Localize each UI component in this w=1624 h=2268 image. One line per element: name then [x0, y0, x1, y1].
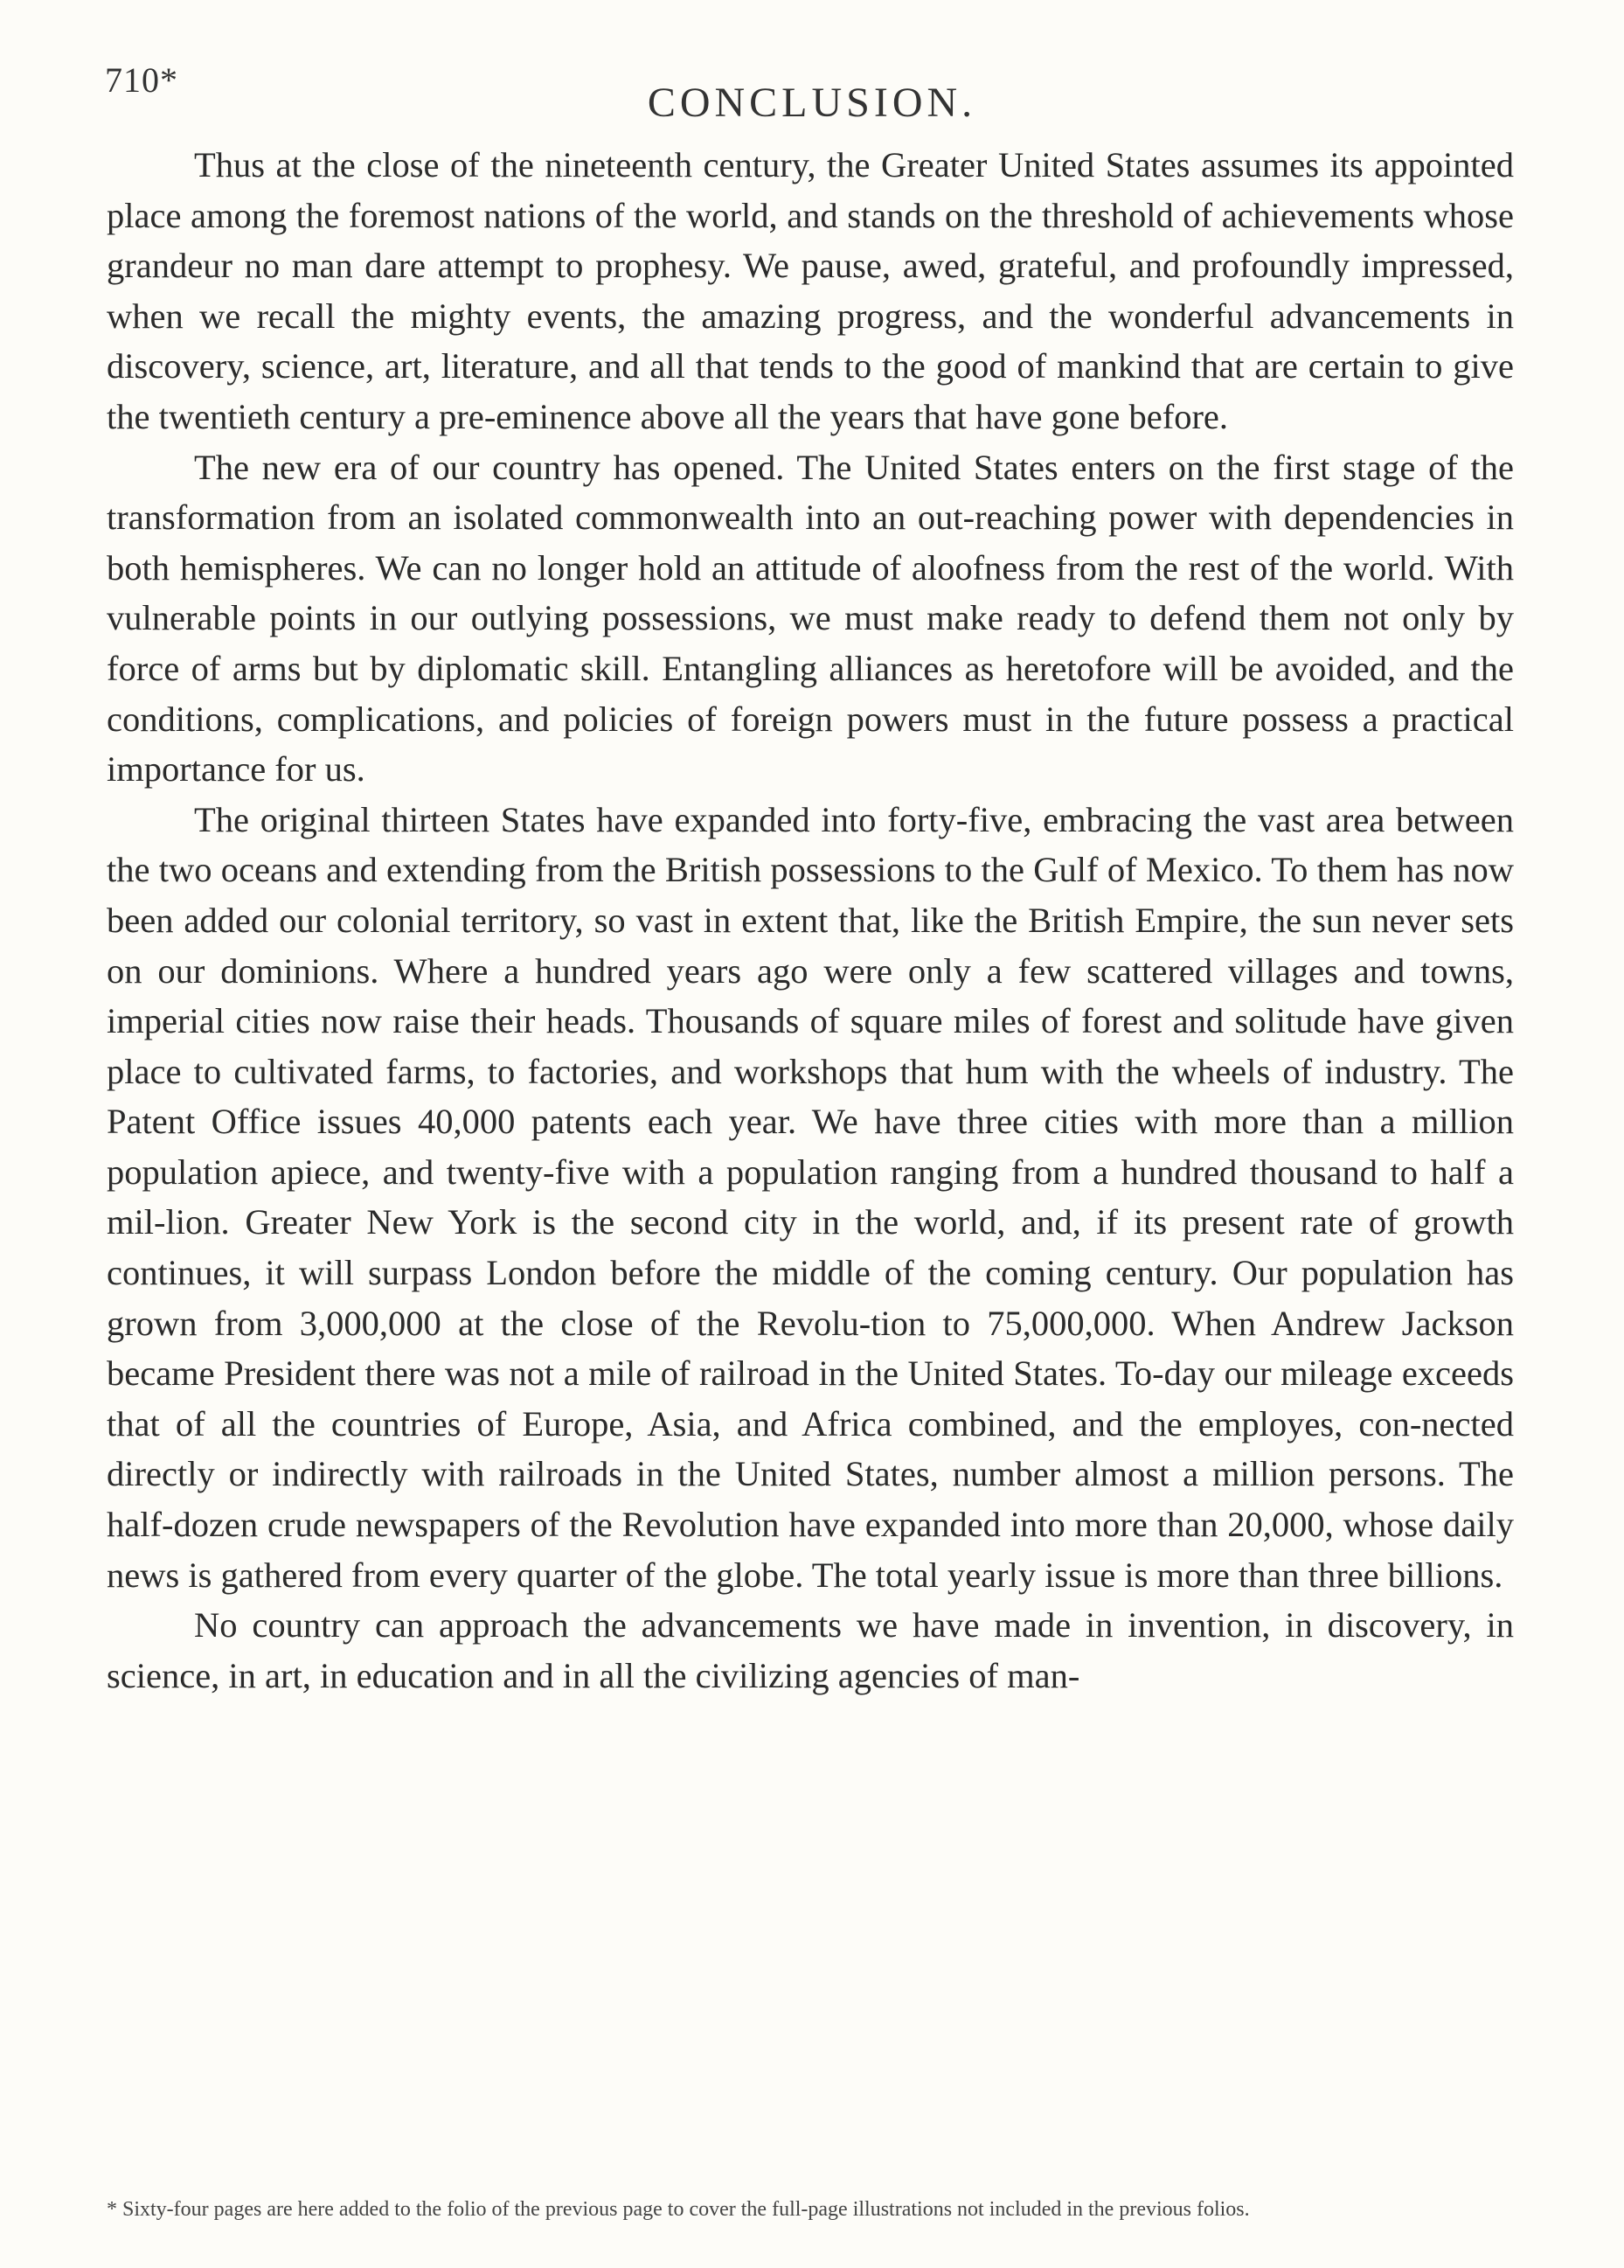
paragraph-2: The new era of our country has opened. The United States enters on the first stage of the transformation from an isolated commonwealth into an out-reaching power with dependencies in both hemispheres. We can no longer hold an attitude of aloofness from the rest of the world. With vulnerable points in our outlying possessions, we must make ready to defend them not only by force of arms but by diplomatic skill. Entangling alliances as heretofore will be avoided, and the conditions, complications, and policies of foreign powers must in the future possess a practical importance for us. [107, 447, 1514, 790]
paragraph-4: No country can approach the advancements we have made in invention, in discovery, in science, in art, in education and in all the civilizing agencies of man- [107, 1605, 1514, 1695]
footnote: * Sixty-four pages are here added to the folio of the previous page to cover the full-page illustrations not included in the previous folios. [107, 2198, 1250, 2221]
page-heading: CONCLUSION. [647, 80, 977, 126]
body-text [107, 140, 1514, 1701]
paragraph-3: The original thirteen States have expanded into forty-five, embracing the vast area between the two oceans and extending from the British possessions to the Gulf of Mexico. To them has now been added our colonial territory, so vast in extent that, like the British Empire, the sun never sets on our dominions. Where a hundred years ago were only a few scattered villages and towns, imperial cities now raise their heads. Thousands of square miles of forest and solitude have given place to cultivated farms, to factories, and workshops that hum with the wheels of industry. The Patent Office issues 40,000 patents each year. We have three cities with more than a million population apiece, and twenty-five with a population ranging from a hundred thousand to half a mil-lion. Greater New York is the second city in the world, and, if its present rate of growth continues, it will surpass London before the middle of the coming century. Our population has grown from 3,000,000 at the close of the Revolu-tion to 75,000,000. When Andrew Jackson became President there was not a mile of railroad in the United States. To-day our mileage exceeds that of all the countries of Europe, Asia, and Africa combined, and the employes, con-nected directly or indirectly with railroads in the United States, number almost a million persons. The half-dozen crude newspapers of the Revolution have expanded into more than 20,000, whose daily news is gathered from every quarter of the globe. The total yearly issue is more than three billions. [107, 799, 1514, 1595]
paragraph-1: Thus at the close of the nineteenth century, the Greater United States assumes its appointed place among the foremost nations of the world, and stands on the threshold of achievements whose grandeur no man dare attempt to prophesy. We pause, awed, grateful, and profoundly impressed, when we recall the mighty events, the amazing progress, and the wonderful advancements in discovery, science, art, literature, and all that tends to the good of mankind that are certain to give the twentieth century a pre-eminence above all the years that have gone before. [107, 145, 1514, 436]
page-number: 710* [105, 60, 178, 100]
